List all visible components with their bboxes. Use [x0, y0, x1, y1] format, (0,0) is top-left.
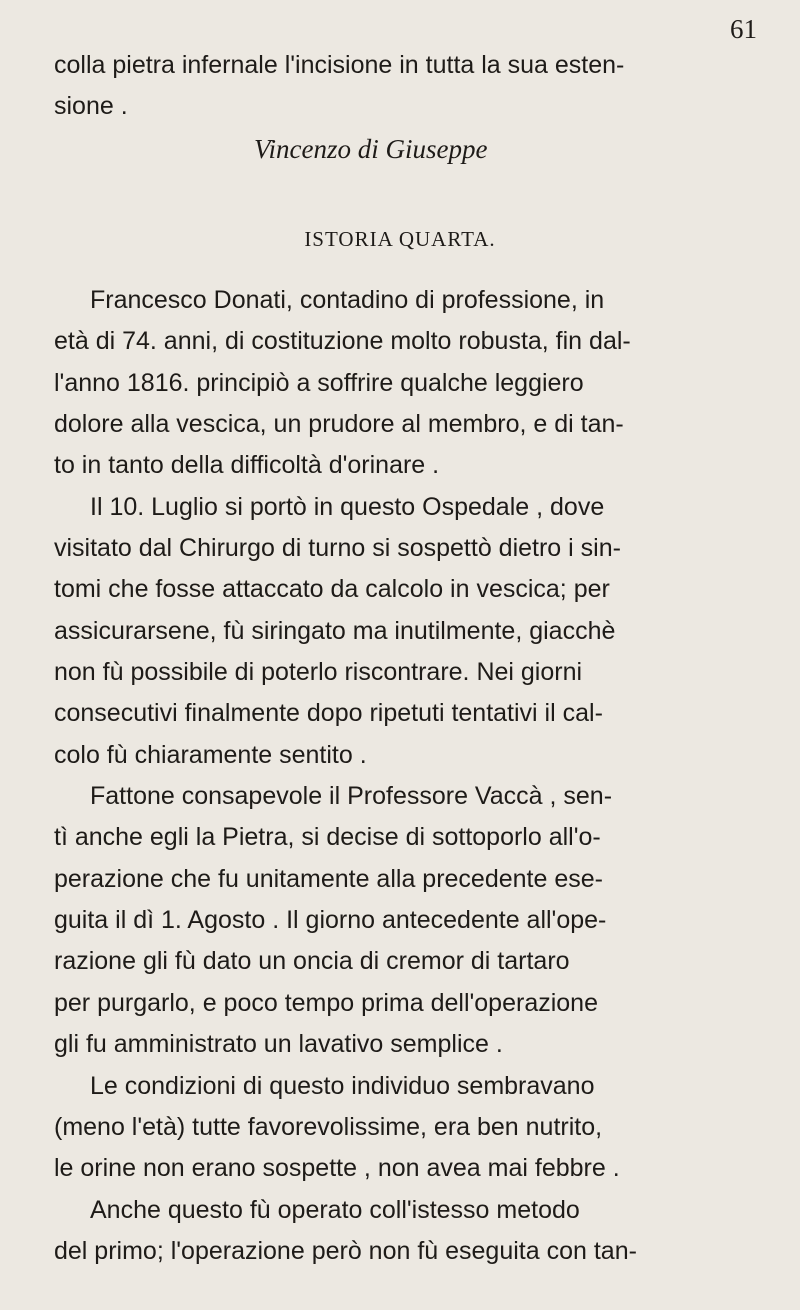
text-line: età di 74. anni, di costituzione molto robusta, fin dal-	[54, 327, 631, 355]
text-line: Le condizioni di questo individuo sembravano	[90, 1072, 595, 1100]
text-line: l'anno 1816. principiò a soffrire qualche leggiero	[54, 369, 584, 397]
text-line: per purgarlo, e poco tempo prima dell'operazione	[54, 989, 598, 1017]
text-line: gli fu amministrato un lavativo semplice .	[54, 1030, 503, 1058]
text-line: visitato dal Chirurgo di turno si sospettò dietro i sin-	[54, 534, 621, 562]
text-line: colo fù chiaramente sentito .	[54, 741, 367, 769]
text-line: (meno l'età) tutte favorevolissime, era ben nutrito,	[54, 1113, 603, 1141]
text-line-top-2: sione .	[54, 92, 128, 120]
text-line: tomi che fosse attaccato da calcolo in vescica; per	[54, 575, 610, 603]
text-line: del primo; l'operazione però non fù eseguita con tan-	[54, 1237, 637, 1265]
page-number: 61	[730, 14, 757, 44]
text-line: assicurarsene, fù siringato ma inutilmente, giacchè	[54, 617, 616, 645]
text-line: dolore alla vescica, un prudore al membro, e di tan-	[54, 410, 624, 438]
text-line: consecutivi finalmente dopo ripetuti tentativi il cal-	[54, 699, 603, 727]
text-line: non fù possibile di poterlo riscontrare. Nei giorni	[54, 658, 583, 686]
text-line: tì anche egli la Pietra, si decise di sottoporlo all'o-	[54, 823, 601, 851]
text-line: perazione che fu unitamente alla precedente ese-	[54, 865, 603, 893]
text-line: to in tanto della difficoltà d'orinare .	[54, 451, 440, 479]
section-heading: ISTORIA QUARTA.	[304, 227, 496, 251]
text-line: guita il dì 1. Agosto . Il giorno antecedente all'ope-	[54, 906, 607, 934]
text-line: Fattone consapevole il Professore Vaccà , sen-	[90, 782, 613, 810]
text-line: Il 10. Luglio si portò in questo Ospedale , dove	[90, 493, 605, 521]
text-line-top-1: colla pietra infernale l'incisione in tutta la sua esten-	[54, 51, 625, 79]
author-signature: Vincenzo di Giuseppe	[254, 134, 488, 164]
text-line: Francesco Donati, contadino di professione, in	[90, 286, 605, 314]
text-line: le orine non erano sospette , non avea mai febbre .	[54, 1154, 620, 1182]
text-line: razione gli fù dato un oncia di cremor di tartaro	[54, 947, 570, 975]
text-line: Anche questo fù operato coll'istesso metodo	[90, 1196, 580, 1224]
